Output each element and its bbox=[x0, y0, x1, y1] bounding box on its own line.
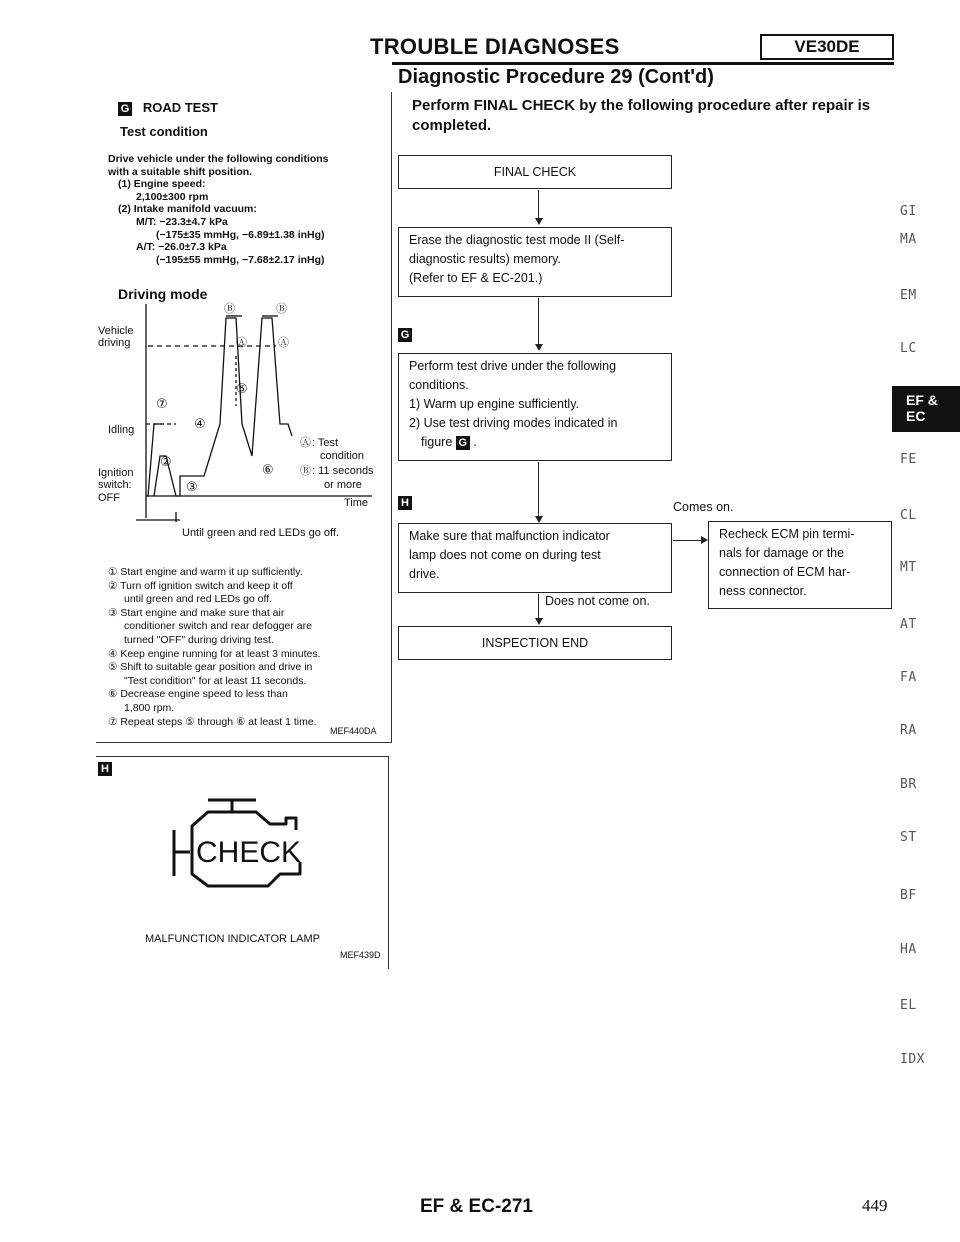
step-line: ⑥ Decrease engine speed to less than bbox=[108, 688, 288, 701]
test-drive-line: 1) Warm up engine sufficiently. bbox=[409, 397, 579, 411]
badge-h-flow: H bbox=[398, 496, 412, 510]
marker-6: ⑥ bbox=[262, 463, 274, 478]
mil-caption: MALFUNCTION INDICATOR LAMP bbox=[145, 933, 320, 945]
recheck-line: connection of ECM har- bbox=[719, 565, 851, 579]
side-tab-active-line2: EC bbox=[906, 408, 926, 424]
side-tab-ef-ec-active[interactable] bbox=[892, 386, 960, 432]
marker-3: ③ bbox=[186, 480, 198, 495]
side-tab-bf[interactable]: BF bbox=[900, 888, 917, 903]
y-label-ignition: Ignition bbox=[98, 467, 134, 479]
condition-line: 2,100±300 rpm bbox=[136, 190, 209, 203]
step-line: ④ Keep engine running for at least 3 minutes. bbox=[108, 647, 321, 660]
page-reference: EF & EC-271 bbox=[420, 1196, 533, 1217]
step-line: ① Start engine and warm it up sufficiently. bbox=[108, 566, 303, 578]
condition-line: (−195±55 mmHg, −7.68±2.17 inHg) bbox=[156, 253, 325, 266]
legend-a-symbol: Ⓐ bbox=[300, 436, 311, 449]
test-drive-line: Perform test drive under the following bbox=[409, 359, 617, 373]
flow-line bbox=[538, 190, 539, 220]
marker-7: ⑦ bbox=[156, 397, 168, 412]
road-test-steps bbox=[108, 566, 390, 729]
test-drive-line: conditions. bbox=[409, 378, 469, 392]
mil-check-box bbox=[398, 523, 672, 593]
erase-line: (Refer to EF & EC-201.) bbox=[409, 271, 543, 285]
side-tab-ma[interactable]: MA bbox=[900, 232, 917, 247]
flow-line bbox=[538, 462, 539, 518]
erase-memory-box bbox=[398, 227, 672, 297]
y-label-idling: Idling bbox=[108, 424, 135, 436]
step-line: 1,800 rpm. bbox=[124, 701, 175, 714]
condition-line: with a suitable shift position. bbox=[108, 165, 253, 178]
x-label-time: Time bbox=[344, 497, 369, 509]
final-check-intro: Perform FINAL CHECK by the following procedure after repair is completed. bbox=[412, 97, 871, 134]
driving-mode-diagram bbox=[96, 296, 390, 558]
side-tab-fa[interactable]: FA bbox=[900, 670, 917, 685]
badge-g-flow: G bbox=[398, 328, 412, 342]
marker-b-2: Ⓑ bbox=[276, 302, 287, 315]
side-tab-ha[interactable]: HA bbox=[900, 942, 917, 957]
step-line: until green and red LEDs go off. bbox=[124, 593, 273, 606]
y-label-off: OFF bbox=[98, 492, 120, 504]
side-tab-ra[interactable]: RA bbox=[900, 723, 917, 738]
check-text: CHECK bbox=[196, 836, 302, 869]
marker-4: ④ bbox=[194, 417, 206, 432]
erase-line: diagnostic results) memory. bbox=[409, 252, 561, 266]
side-tab-br[interactable]: BR bbox=[900, 777, 917, 792]
page-number: 449 bbox=[862, 1196, 888, 1215]
condition-line: (1) Engine speed: bbox=[118, 178, 206, 191]
check-engine-icon bbox=[160, 790, 320, 900]
side-tab-el[interactable]: EL bbox=[900, 998, 917, 1013]
condition-line: Drive vehicle under the following conditions bbox=[108, 153, 329, 165]
test-drive-line: figure G . bbox=[421, 435, 477, 449]
badge-h: H bbox=[98, 762, 112, 776]
road-test-title-text: ROAD TEST bbox=[142, 100, 218, 115]
step-line: "Test condition" for at least 11 seconds. bbox=[124, 674, 307, 687]
side-tab-active-line1: EF & bbox=[906, 392, 938, 408]
legend-b-text: : 11 seconds bbox=[312, 465, 374, 477]
legend-b-symbol: Ⓑ bbox=[300, 464, 311, 477]
flow-arrow-right bbox=[701, 536, 708, 544]
header-rule bbox=[392, 62, 894, 65]
page-title: TROUBLE DIAGNOSES bbox=[370, 34, 620, 59]
procedure-subtitle: Diagnostic Procedure 29 (Cont'd) bbox=[398, 66, 714, 88]
marker-b-1: Ⓑ bbox=[224, 302, 235, 315]
side-tab-fe[interactable]: FE bbox=[900, 452, 917, 467]
flow-line bbox=[538, 594, 539, 620]
test-drive-box bbox=[398, 353, 672, 461]
final-check-box: FINAL CHECK bbox=[398, 155, 672, 189]
flow-arrow bbox=[535, 218, 543, 225]
side-tab-cl[interactable]: CL bbox=[900, 508, 917, 523]
side-tab-mt[interactable]: MT bbox=[900, 560, 917, 575]
erase-line: Erase the diagnostic test mode II (Self- bbox=[409, 233, 625, 247]
side-tab-idx[interactable]: IDX bbox=[900, 1052, 925, 1067]
condition-line: (2) Intake manifold vacuum: bbox=[118, 203, 257, 216]
condition-line: A/T: −26.0±7.3 kPa bbox=[136, 241, 227, 254]
marker-5: ⑤ bbox=[236, 382, 248, 397]
flow-arrow bbox=[535, 618, 543, 625]
step-line: conditioner switch and rear defogger are bbox=[124, 620, 312, 633]
marker-2: ② bbox=[160, 455, 172, 470]
flow-line bbox=[538, 298, 539, 346]
until-note: Until green and red LEDs go off. bbox=[182, 527, 339, 539]
comes-on-label: Comes on. bbox=[673, 500, 734, 514]
recheck-line: ness connector. bbox=[719, 584, 807, 598]
step-line: ⑦ Repeat steps ⑤ through ⑥ at least 1 time. bbox=[108, 715, 317, 728]
test-drive-figure-label: figure bbox=[421, 435, 453, 449]
engine-tag: VE30DE bbox=[760, 34, 894, 60]
step-line: ③ Start engine and make sure that air bbox=[108, 606, 285, 619]
figure-code-mef440da: MEF440DA bbox=[330, 726, 377, 736]
does-not-come-on-label: Does not come on. bbox=[545, 594, 650, 608]
side-tab-gi[interactable]: GI bbox=[900, 204, 917, 219]
test-conditions bbox=[108, 153, 388, 266]
flow-arrow bbox=[535, 516, 543, 523]
test-drive-line: 2) Use test driving modes indicated in bbox=[409, 416, 618, 430]
recheck-ecm-box bbox=[708, 521, 892, 609]
marker-a-2: Ⓐ bbox=[278, 336, 289, 349]
condition-line: M/T: −23.3±4.7 kPa bbox=[136, 215, 228, 228]
step-line: ⑤ Shift to suitable gear position and drive in bbox=[108, 661, 313, 674]
mil-check-line: Make sure that malfunction indicator bbox=[409, 529, 610, 543]
flow-line-horizontal bbox=[673, 540, 703, 541]
condition-line: (−175±35 mmHg, −6.89±1.38 inHg) bbox=[156, 228, 325, 241]
side-tab-at[interactable]: AT bbox=[900, 617, 917, 632]
driving-mode-heading: Driving mode bbox=[118, 286, 208, 302]
recheck-line: Recheck ECM pin termi- bbox=[719, 527, 855, 541]
legend-a-text: : Test bbox=[312, 437, 339, 449]
side-tab-lc[interactable]: LC bbox=[900, 341, 917, 356]
inspection-end-box: INSPECTION END bbox=[398, 626, 672, 660]
step-line: turned "OFF" during driving test. bbox=[124, 633, 274, 646]
road-test-title bbox=[118, 100, 218, 116]
mil-check-line: drive. bbox=[409, 567, 440, 581]
badge-g-inline: G bbox=[456, 436, 470, 450]
figure-code-mef439d: MEF439D bbox=[340, 950, 381, 960]
recheck-line: nals for damage or the bbox=[719, 546, 845, 560]
step-line: ② Turn off ignition switch and keep it off bbox=[108, 579, 293, 592]
test-condition-heading: Test condition bbox=[120, 124, 208, 139]
flow-arrow bbox=[535, 344, 543, 351]
y-label-vehicle: Vehicle bbox=[98, 325, 134, 337]
legend-b-text2: or more bbox=[324, 479, 362, 491]
side-tab-st[interactable]: ST bbox=[900, 830, 917, 845]
y-label-switch: switch: bbox=[98, 479, 132, 491]
side-tab-em[interactable]: EM bbox=[900, 288, 917, 303]
mil-check-line: lamp does not come on during test bbox=[409, 548, 601, 562]
marker-a-1: Ⓐ bbox=[236, 336, 247, 349]
badge-g: G bbox=[118, 102, 132, 116]
legend-a-text2: condition bbox=[320, 450, 365, 462]
y-label-driving: driving bbox=[98, 337, 131, 349]
